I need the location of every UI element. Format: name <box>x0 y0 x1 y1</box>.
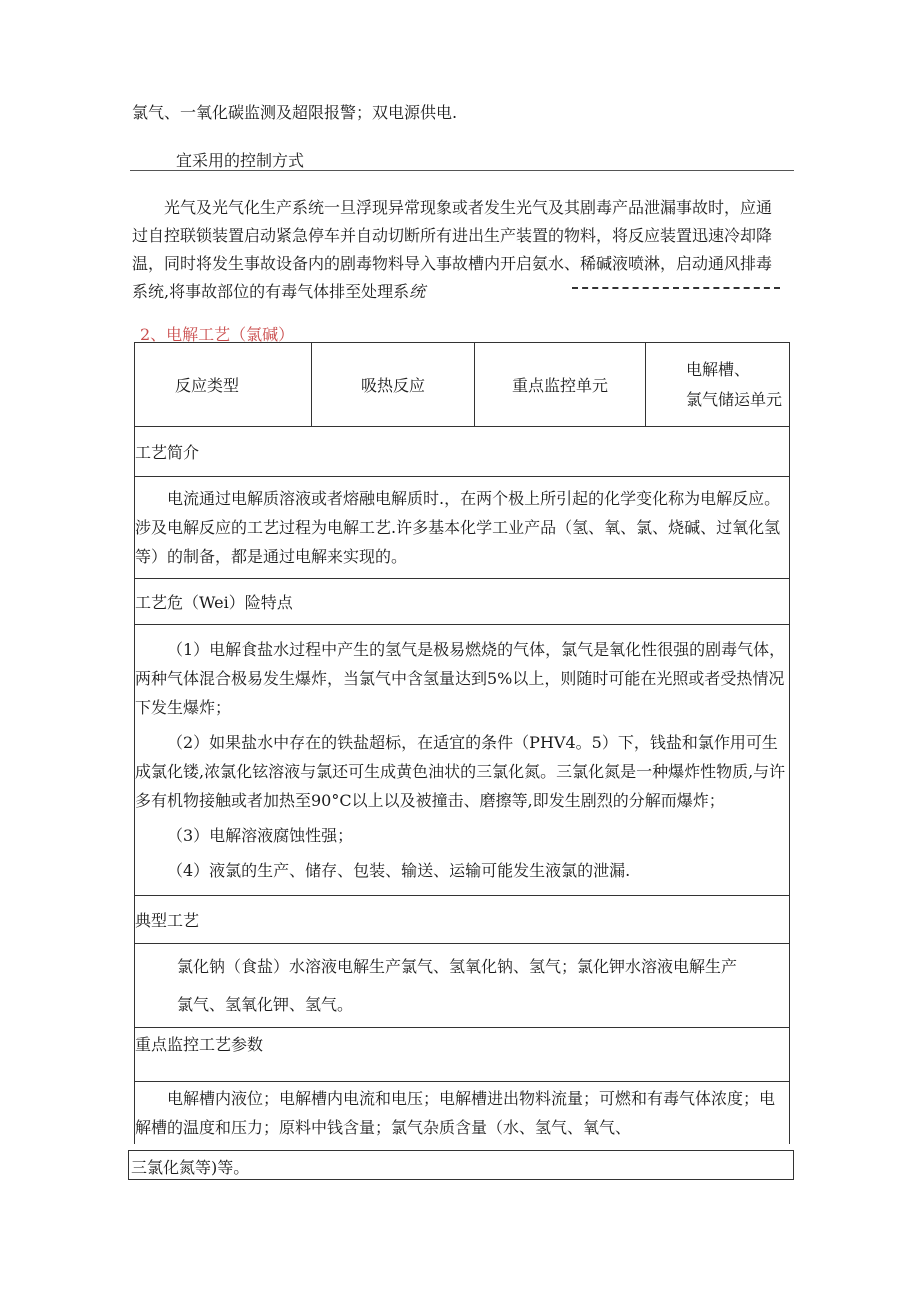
typical-body-row <box>135 944 790 1028</box>
params-body-row <box>135 1082 790 1144</box>
params-tail: 三氯化氮等)等。 <box>131 1158 250 1177</box>
typical-line-1: 氯化钠（食盐）水溶液电解生产氯气、氢氧化钠、氢气；氯化钾水溶液电解生产 <box>177 956 738 976</box>
text-line-power: 氯气、一氧化碳监测及超限报警；双电源供电. <box>132 103 458 122</box>
hazard-body-row <box>135 625 790 896</box>
dashed-rule <box>572 287 780 289</box>
intro-title-row <box>135 427 790 477</box>
params-tail-box <box>128 1150 794 1180</box>
process-table <box>134 342 790 1144</box>
hazard-title: 工艺危（Wei）险特点 <box>135 579 790 625</box>
hazard-item: （4）液氯的生产、储存、包装、输送、运输可能发生液氯的泄漏. <box>167 861 631 880</box>
hazard-body <box>135 625 790 896</box>
section-title: 2、电解工艺（氯碱） <box>140 325 295 344</box>
control-mode-paragraph <box>132 194 782 306</box>
reaction-type-label: 反应类型 <box>135 343 312 427</box>
hazard-item: （3）电解溶液腐蚀性强； <box>167 826 354 845</box>
params-body: 电解槽内液位；电解槽内电流和电压；电解槽进出物料流量；可燃和有毒气体浓度；电解槽的温度和压力；原料中钱含量；氯气杂质含量（水、氢气、氧气、 <box>135 1082 790 1144</box>
params-title: 重点监控工艺参数 <box>135 1028 790 1082</box>
control-mode-text: 光气及光气化生产系统一旦浮现异常现象或者发生光气及其剧毒产品泄漏事故时，应通过自控联锁装置启动紧急停车并自动切断所有进出生产装置的物料，将反应装置迅速冷却降温，同时将发生事故设备内的剧毒物料导入事故槽内开启氨水、稀碱液喷淋，启动通风排毒系统,将事故部位的有毒气体排至处理系 <box>132 198 773 301</box>
hazard-item: （1）电解食盐水过程中产生的氢气是极易燃烧的气体，氯气是氧化性很强的剧毒气体，两种气体混合极易发生爆炸，当氯气中含氢量达到5%以上，则随时可能在光照或者受热情况下发生爆炸； <box>135 640 786 717</box>
params-title-row <box>135 1028 790 1082</box>
header-row <box>135 343 790 427</box>
intro-body: 电流通过电解质溶液或者熔融电解质时.，在两个极上所引起的化学变化称为电解反应。涉及电解反应的工艺过程为电解工艺.许多基本化学工业产品（氢、氧、氯、烧碱、过氧化氢等）的制备，都是通过电解来实现的。 <box>135 477 790 579</box>
typical-title-row <box>135 896 790 944</box>
monitor-unit-value <box>646 343 790 427</box>
intro-body-row <box>135 477 790 579</box>
divider <box>130 170 794 171</box>
monitor-unit-label: 重点监控单元 <box>475 343 646 427</box>
control-mode-heading: 宜采用的控制方式 <box>176 151 305 170</box>
control-mode-tail: 统 <box>409 282 426 301</box>
hazard-title-row <box>135 579 790 625</box>
typical-title: 典型工艺 <box>135 896 790 944</box>
intro-title: 工艺简介 <box>135 427 790 477</box>
hazard-item: （2）如果盐水中存在的铁盐超标，在适宜的条件（PHV4。5）下，钱盐和氯作用可生成氯化镂,浓氯化铉溶液与氯还可生成黄色油状的三氯化氮。三氯化氮是一种爆炸性物质,与许多有机物接触或者加热至90°C以上以及被撞击、磨擦等,即发生剧烈的分解而爆炸； <box>135 733 786 810</box>
typical-body <box>135 944 790 1028</box>
monitor-unit-value-1: 电解槽、 <box>686 359 751 379</box>
typical-line-2: 氯气、氢氧化钾、氢气。 <box>177 994 354 1014</box>
reaction-type-value: 吸热反应 <box>312 343 475 427</box>
monitor-unit-value-2: 氯气储运单元 <box>686 389 783 409</box>
